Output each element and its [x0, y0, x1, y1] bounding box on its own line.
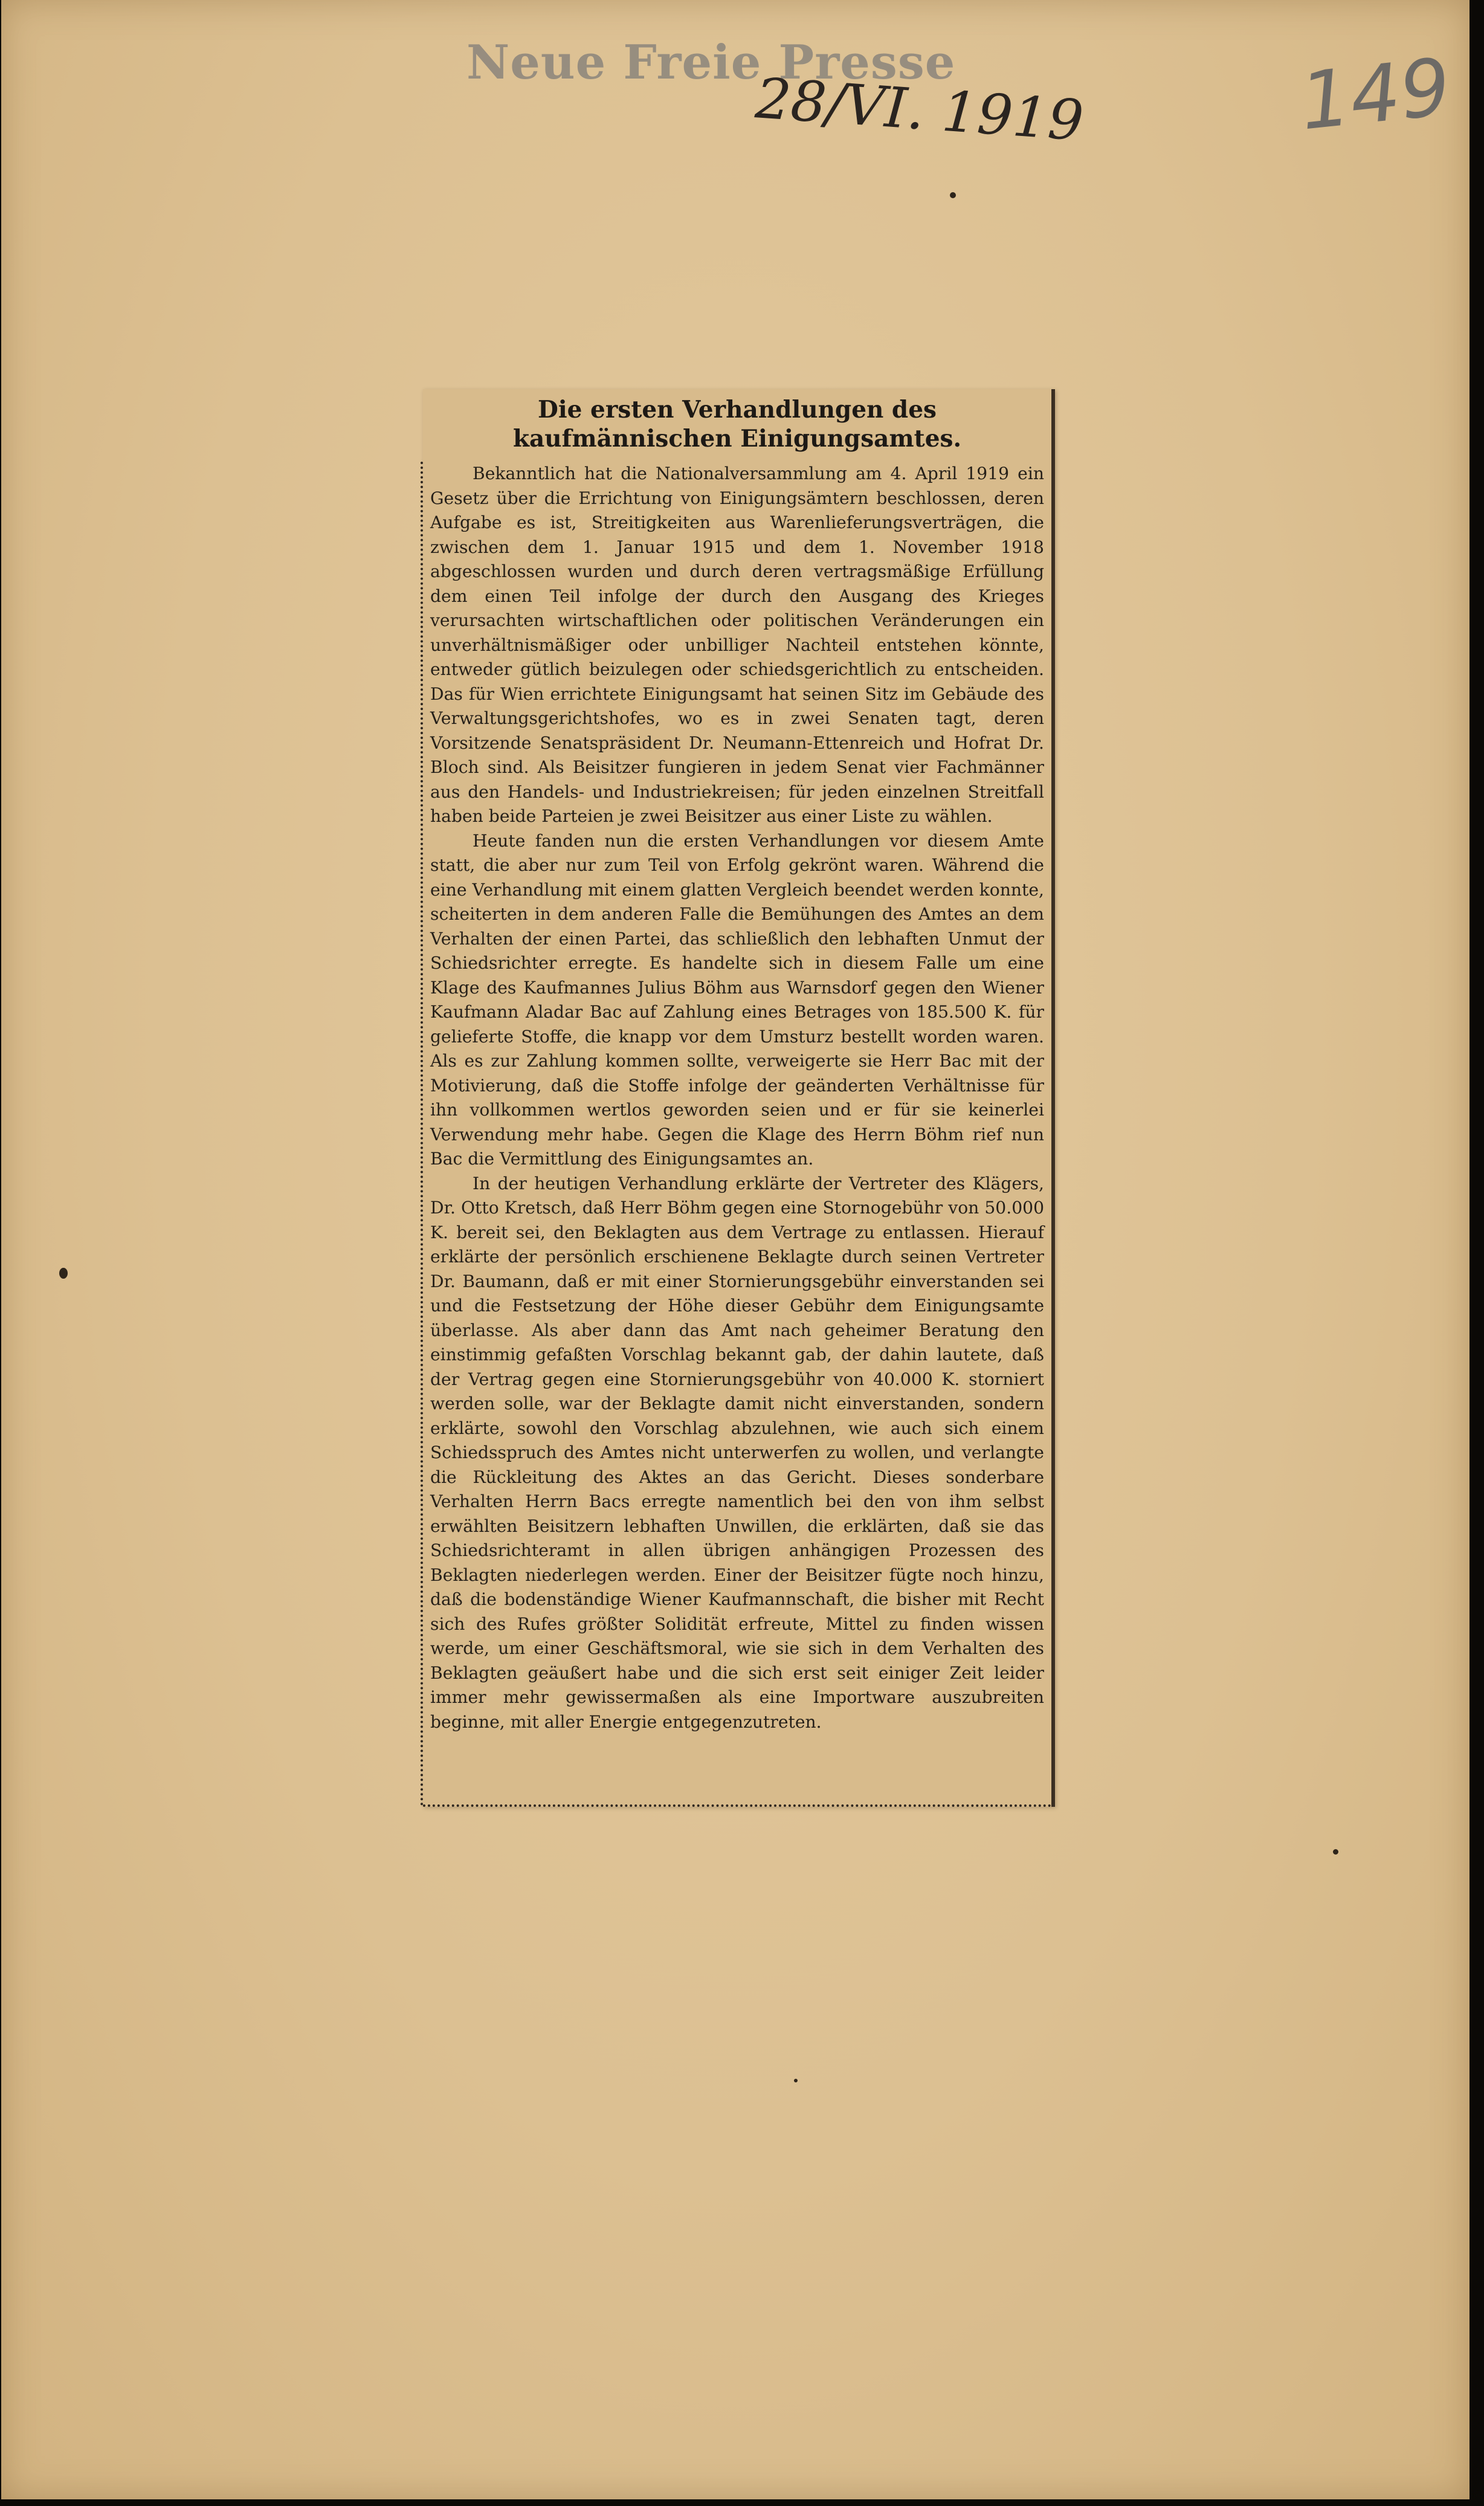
article-paragraph: Heute fanden nun die ersten Verhandlungen vor diesem Amte statt, die aber nur zum Teil von Erfolg gekrönt waren. Während die eine Verhandlung mit einem glatten Vergleich beendet werden konnte, scheiterten in dem anderen Falle die Bemühungen des Amtes an dem Verhalten der einen Partei, das schließlich den lebhaften Unmut der Schiedsrichter erregte. Es handelte sich in diesem Falle um eine Klage des Kaufmannes Julius Böhm aus Warnsdorf gegen den Wiener Kaufmann Aladar Bac auf Zahlung eines Betrages von 185.500 K. für gelieferte Stoffe, die knapp vor dem Umsturz bestellt worden waren. Als es zur Zahlung kommen sollte, verweigerte sie Herr Bac mit der Motivierung, daß die Stoffe infolge der geänderten Verhältnisse für ihn vollkommen wertlos geworden seien und er für sie keinerlei Verwendung mehr habe. Gegen die Klage des Herrn Böhm rief nun Bac die Vermittlung des Einigungsamtes an.: [430, 830, 1044, 1169]
article-paragraph: In der heutigen Verhandlung erklärte der Vertreter des Klägers, Dr. Otto Kretsch, daß Herr Böhm gegen eine Stornogebühr von 50.000 K. bereit sei, den Beklagten aus dem Vertrage zu entlassen. Hierauf erklärte der persönlich erschienene Beklagte durch seinen Vertreter Dr. Baumann, daß er mit einer Stornierungsgebühr einverstanden sei und die Festsetzung der Höhe dieser Gebühr dem Einigungsamte überlasse. Als aber dann das Amt nach geheimer Beratung den einstimmig gefaßten Vorschlag bekannt gab, der dahin lautete, daß der Vertrag gegen eine Stornierungsgebühr von 40.000 K. storniert werden solle, war der Beklagte damit nicht einverstanden, sondern erklärte, sowohl den Vorschlag abzulehnen, wie auch sich einem Schiedsspruch des Amtes nicht unterwerfen zu wollen, und verlangte die Rückleitung des Aktes an das Gericht. Dieses sonderbare Verhalten Herrn Bacs erregte namentlich bei den von ihm selbst erwählten Beisitzern lebhaften Unwillen, die erklärten, daß sie das Schiedsrichteramt in allen übrigen anhängigen Prozessen des Beklagten niederlegen werden. Einer der Beisitzer fügte noch hinzu, daß die bodenständige Wiener Kaufmannschaft, die bisher mit Recht sich des Rufes größter Solidität erfreute, Mittel zu finden wissen werde, um einer Geschäftsmoral, wie sie sich in dem Verhalten des Beklagten geäußert habe und die sich erst seit einiger Zeit leider immer mehr gewissermaßen als eine Importware auszubreiten beginne, mit aller Energie entgegenzutreten.: [430, 1173, 1044, 1732]
folio-number: 149: [1295, 40, 1455, 148]
handwritten-date: 28/VI. 1919: [753, 66, 1086, 153]
clipping-cut-edge: [423, 1802, 1051, 1807]
article-title: Die ersten Verhandlungen des kaufmännischen Einigungsamtes.: [512, 396, 962, 453]
article-paragraph: Bekanntlich hat die Nationalversammlung am 4. April 1919 ein Gesetz über die Errichtung von Einigungsämtern beschlossen, deren Aufgabe es ist, Streitigkeiten aus Warenlieferungsverträgen, die zwischen dem 1. Januar 1915 und dem 1. November 1918 abgeschlossen wurden und durch deren vertragsmäßige Erfüllung dem einen Teil infolge der durch den Ausgang des Krieges verursachten wirtschaftlichen oder politischen Veränderungen ein unverhältnismäßiger oder unbilliger Nachteil entstehen könnte, entweder gütlich beizulegen oder schiedsgerichtlich zu entscheiden. Das für Wien errichtete Einigungsamt hat seinen Sitz im Gebäude des Verwaltungsgerichtshofes, wo es in zwei Senaten tagt, deren Vorsitzende Senatspräsident Dr. Neumann-Ettenreich und Hofrat Dr. Bloch sind. Als Beisitzer fungieren in jedem Senat vier Fachmänner aus den Handels- und Industriekreisen; für jeden einzelnen Streitfall haben beide Parteien je zwei Beisitzer aus einer Liste zu wählen.: [430, 463, 1044, 826]
paper-speck: [950, 192, 956, 198]
newspaper-clipping: [423, 389, 1055, 1807]
paper-speck: [59, 1268, 68, 1279]
archive-sheet: [1, 0, 1469, 2499]
paper-speck: [1333, 1849, 1338, 1855]
newspaper-stamp: Neue Freie Presse: [466, 35, 956, 90]
paper-speck: [794, 2079, 798, 2082]
